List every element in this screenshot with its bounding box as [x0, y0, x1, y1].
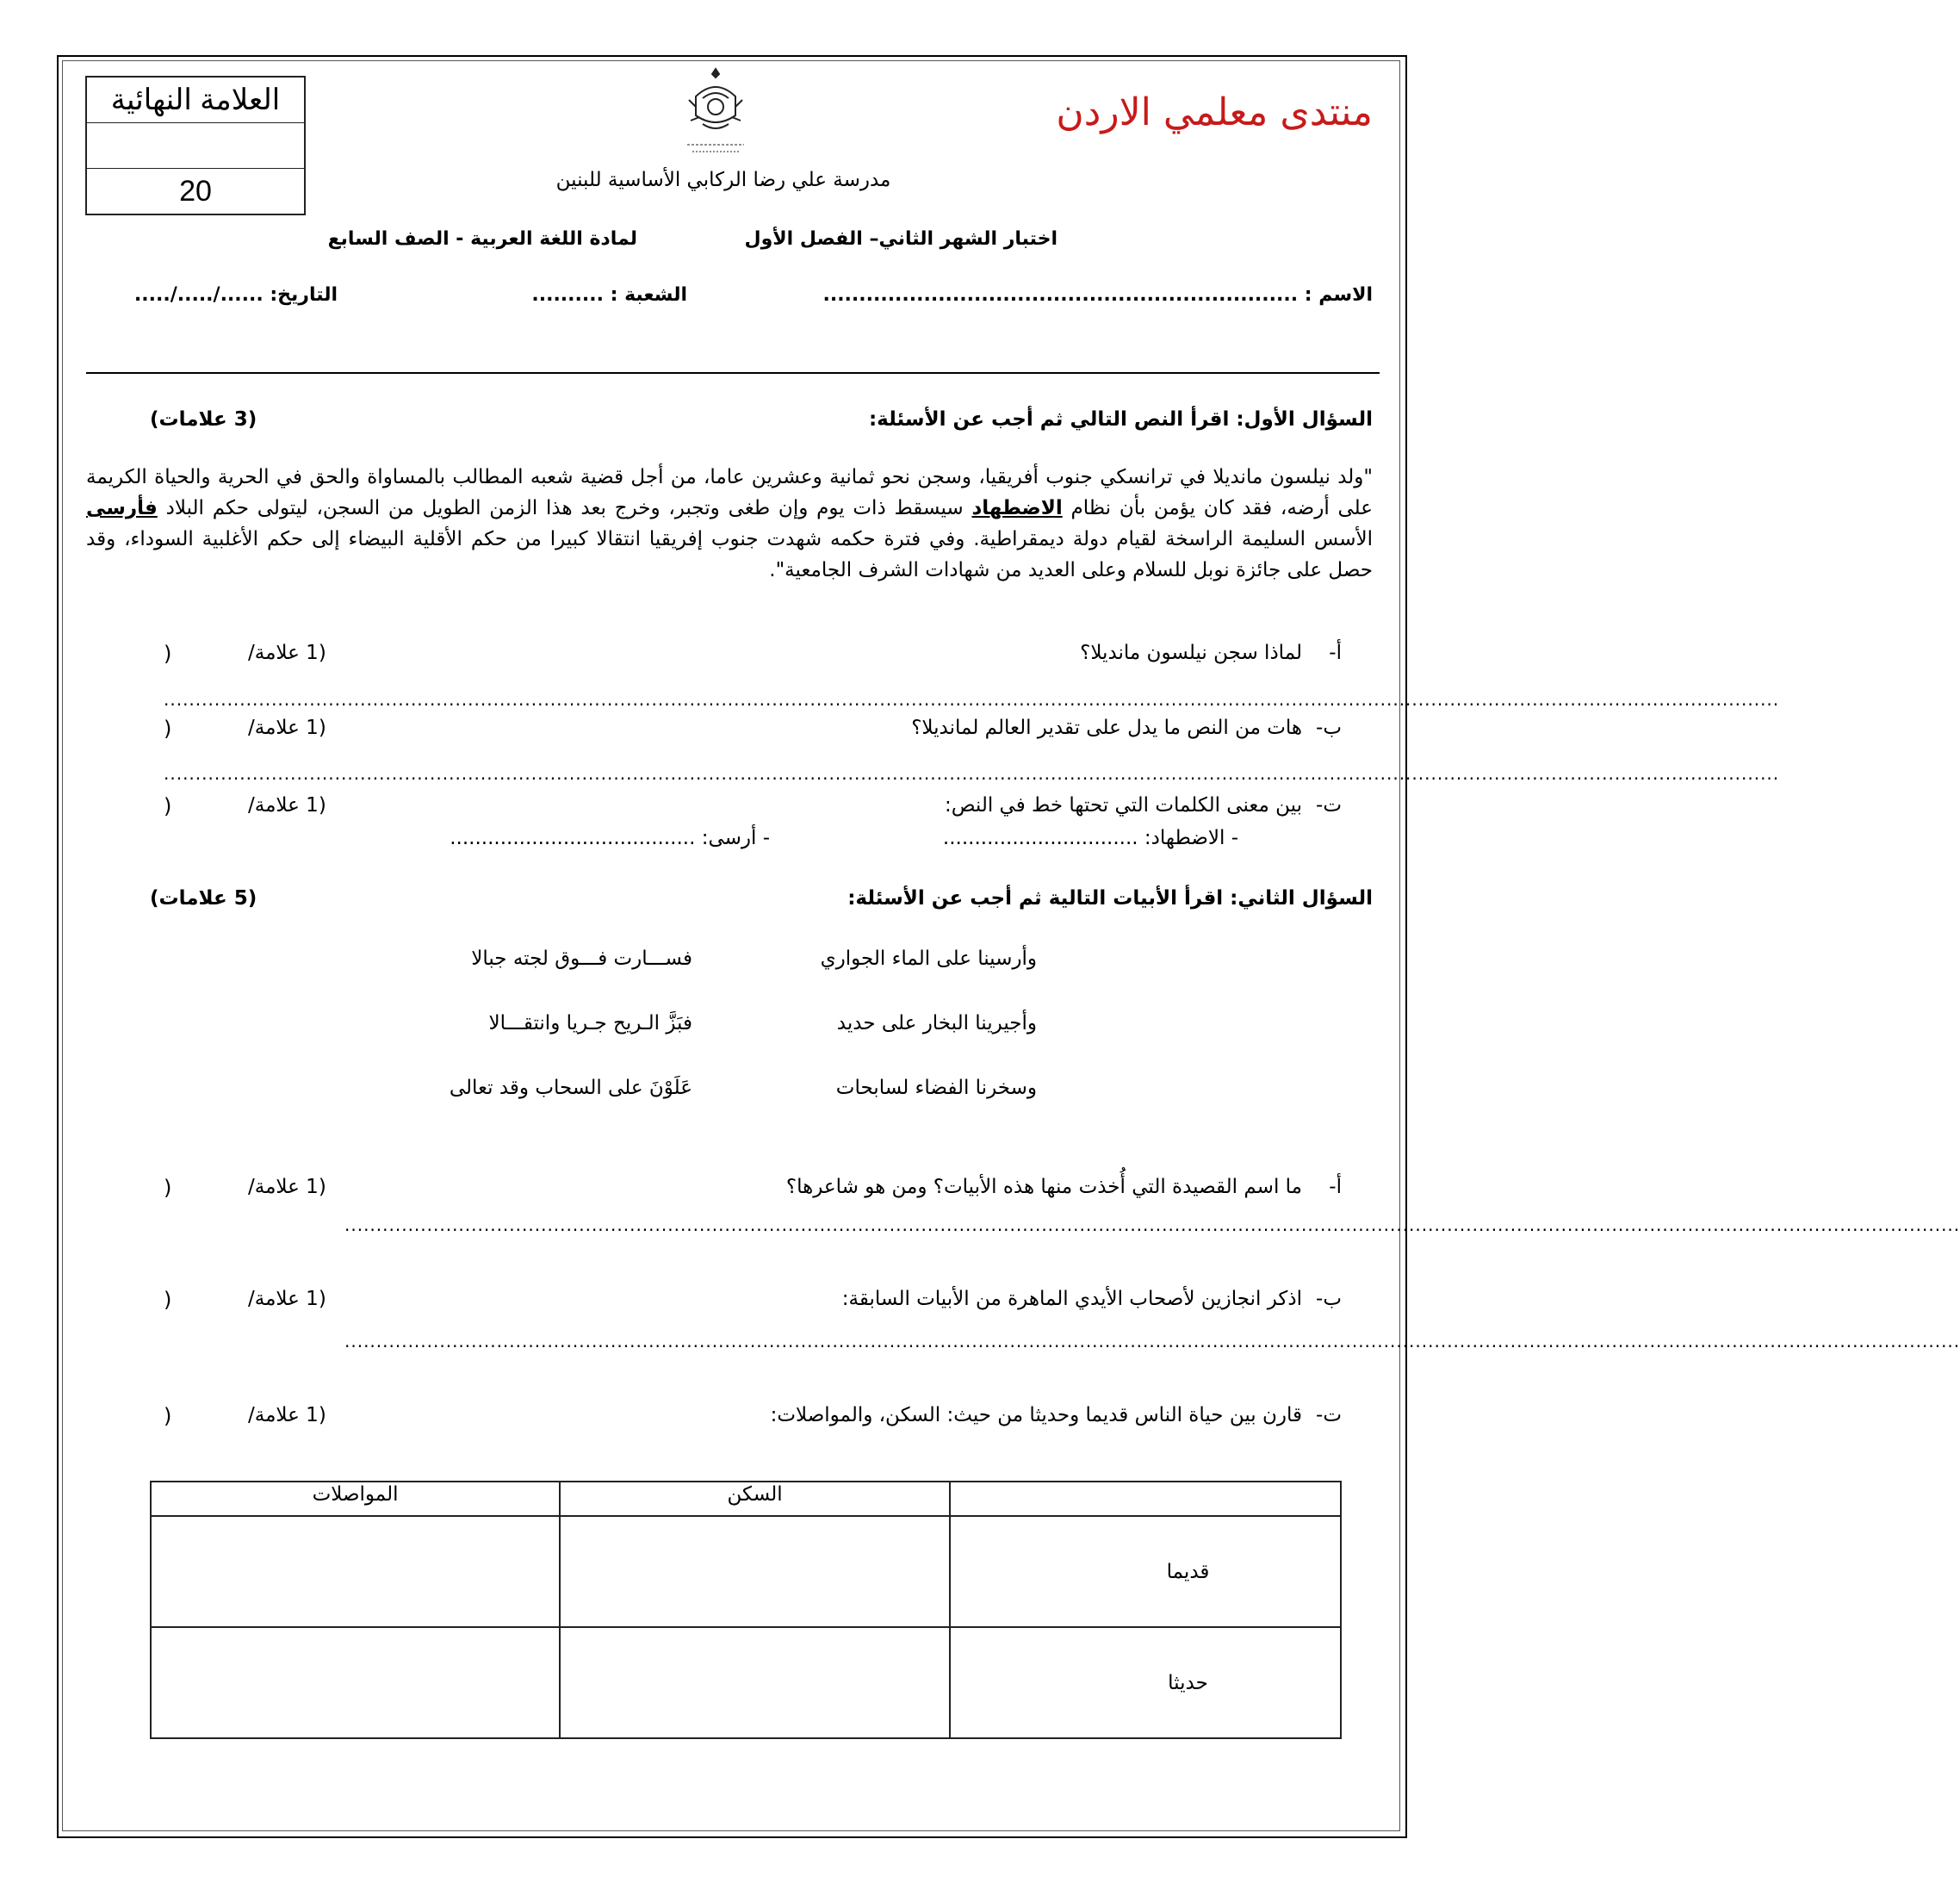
verse-3-first-half: وسخرنا الفضاء لسابحات — [835, 1077, 1037, 1099]
row-label-present: حديثا — [950, 1627, 1341, 1738]
q2-b-label: ب- — [1316, 1288, 1342, 1310]
q1-b-text: هات من النص ما يدل على تقدير العالم لمانديلا؟ — [911, 717, 1302, 739]
past-transport-cell[interactable] — [151, 1516, 560, 1627]
q1-b-score-paren[interactable]: ) — [164, 717, 172, 741]
past-housing-cell[interactable] — [560, 1516, 950, 1627]
exam-subject: لمادة اللغة العربية - الصف السابع — [327, 228, 637, 250]
q1-a-label: أ- — [1329, 642, 1342, 664]
student-name-field[interactable]: الاسم : .................................................................. — [822, 284, 1373, 306]
table-header-row — [151, 1482, 1341, 1516]
q1-b-answer-line[interactable]: ............................................................................................................................................................................................................................................................... — [164, 763, 1780, 784]
q2-title: السؤال الثاني: اقرأ الأبيات التالية ثم أجب عن الأسئلة: — [847, 887, 1373, 910]
q1-c-score-paren[interactable]: ) — [164, 794, 172, 818]
q2-c-score-paren[interactable]: ) — [164, 1404, 172, 1428]
table-header-transport: المواصلات — [151, 1482, 560, 1516]
verse-2-second-half: فبَزَّ الـريح جـريا وانتقـــالا — [488, 1012, 692, 1034]
q1-title: السؤال الأول: اقرأ النص التالي ثم أجب عن الأسئلة: — [868, 408, 1373, 431]
score-obtained-field[interactable] — [87, 123, 304, 169]
table-header-corner — [950, 1482, 1341, 1516]
q1-c-mark: (1 علامة/ — [248, 794, 326, 817]
q1-a-answer-line[interactable]: ............................................................................................................................................................................................................................................................... — [164, 689, 1780, 710]
underlined-word-persecution: الاضطهاد — [971, 497, 1063, 519]
table-header-housing: السكن — [560, 1482, 950, 1516]
q2-a-mark: (1 علامة/ — [248, 1176, 326, 1198]
q1-marks: (3 علامات) — [150, 408, 257, 431]
comparison-table — [150, 1481, 1342, 1739]
date-field[interactable]: التاريخ: ....../...../..... — [133, 284, 338, 306]
q2-a-label: أ- — [1329, 1176, 1342, 1198]
verse-3-second-half: عَلَوْنَ على السحاب وقد تعالى — [449, 1077, 692, 1099]
q1-c-label: ت- — [1316, 794, 1342, 817]
exam-title: اختبار الشهر الثاني– الفصل الأول — [744, 228, 1058, 250]
section-field[interactable]: الشعبة : .......... — [531, 284, 687, 306]
q2-c-mark: (1 علامة/ — [248, 1404, 326, 1426]
passage-text: سيسقط ذات يوم وإن طغى وتجبر، وخرج بعد هذا الزمن الطويل من السجن، ليتولى حكم البلاد — [157, 497, 972, 519]
q1-a-mark: (1 علامة/ — [248, 642, 326, 664]
q2-b-text: اذكر انجازين لأصحاب الأيدي الماهرة من الأبيات السابقة: — [841, 1288, 1302, 1310]
verse-1-second-half: فســـارت فـــوق لجته جبالا — [471, 948, 692, 970]
score-total: 20 — [179, 175, 212, 208]
q2-c-text: قارن بين حياة الناس قديما وحديثا من حيث: السكن، والمواصلات: — [770, 1404, 1302, 1426]
q1-a-text: لماذا سجن نيلسون مانديلا؟ — [1080, 642, 1302, 664]
q1-c-text: بين معنى الكلمات التي تحتها خط في النص: — [944, 794, 1302, 817]
q2-a-text: ما اسم القصيدة التي أُخذت منها هذه الأبيات؟ ومن هو شاعرها؟ — [785, 1176, 1302, 1198]
school-name: مدرسة علي رضا الركابي الأساسية للبنين — [555, 169, 891, 191]
q2-c-label: ت- — [1316, 1404, 1342, 1426]
q1-a-score-paren[interactable]: ) — [164, 642, 172, 666]
underlined-word-established: فأرسى — [86, 497, 158, 519]
q1-passage — [86, 462, 1373, 586]
score-title: العلامة النهائية — [87, 78, 304, 123]
verse-1-first-half: وأرسينا على الماء الجواري — [820, 948, 1037, 970]
q2-b-score-paren[interactable]: ) — [164, 1288, 172, 1312]
table-row — [151, 1516, 1341, 1627]
jordan-emblem-icon — [677, 62, 754, 164]
vocab-established-field[interactable]: - أرسى: ....................................... — [450, 827, 770, 849]
passage-text: الأسس السليمة الراسخة لقيام دولة ديمقراطية. وفي فترة حكمه شهدت جنوب إفريقيا انتقالا كبيرا من حكم الأقلية البيضاء إلى حكم الأغلبية السوداء، وقد حصل على جائزة نوبل للسلام وعلى العديد من شهادات الشرف الجامعية". — [86, 528, 1373, 581]
q2-marks: (5 علامات) — [150, 887, 257, 910]
q1-b-mark: (1 علامة/ — [248, 717, 326, 739]
verse-2-first-half: وأجيرينا البخار على حديد — [836, 1012, 1037, 1034]
present-transport-cell[interactable] — [151, 1627, 560, 1738]
forum-name: منتدى معلمي الاردن — [1056, 90, 1373, 134]
final-score-box — [85, 76, 306, 215]
q2-a-score-paren[interactable]: ) — [164, 1176, 172, 1200]
table-row — [151, 1627, 1341, 1738]
header-divider — [86, 372, 1380, 374]
q2-a-answer-line[interactable]: ............................................................................................................................................................................................................................................................... — [344, 1215, 1960, 1235]
present-housing-cell[interactable] — [560, 1627, 950, 1738]
vocab-persecution-field[interactable]: - الاضطهاد: ............................... — [942, 827, 1238, 849]
row-label-past: قديما — [950, 1516, 1341, 1627]
passage-text: "ولد نيلسون مانديلا في ترانسكي جنوب أفريقيا، وسجن نحو ثمانية وعشرين عاما، من أجل قضية شعبه المطالب بالمساواة والحق في الحرية والحياة الكريمة على أرضه، فقد كان يؤمن بأن نظام — [86, 466, 1373, 519]
q2-b-answer-line[interactable]: ............................................................................................................................................................................................................................................................... — [344, 1331, 1960, 1351]
q2-b-mark: (1 علامة/ — [248, 1288, 326, 1310]
q1-b-label: ب- — [1316, 717, 1342, 739]
